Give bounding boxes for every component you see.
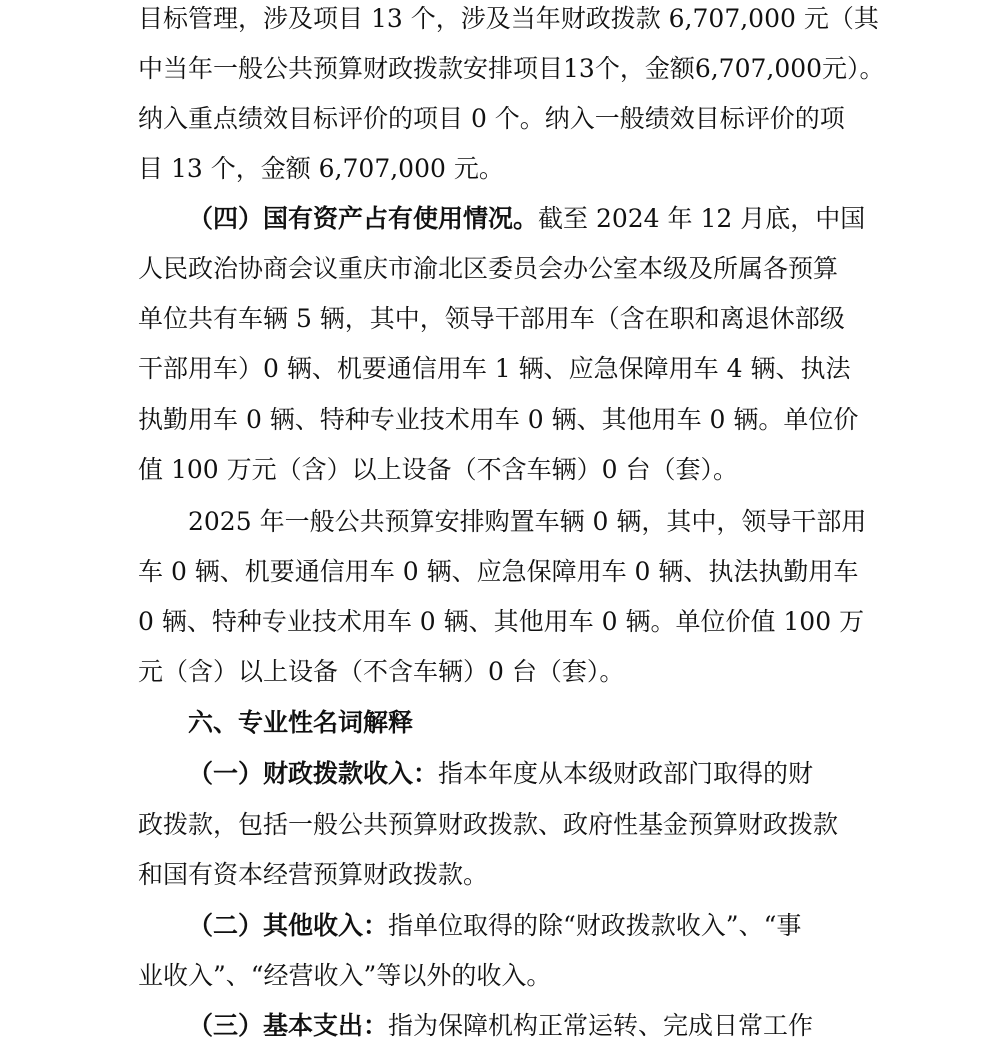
text-line: 车 0 辆、机要通信用车 0 辆、应急保障用车 0 辆、执法执勤用车 [138, 557, 859, 586]
text-line: 目标管理，涉及项目 13 个，涉及当年财政拨款 6,707,000 元（其 [138, 4, 879, 33]
text-line: 政拨款，包括一般公共预算财政拨款、政府性基金预算财政拨款 [138, 810, 839, 839]
text-span: 指单位取得的除“财政拨款收入”、“事 [388, 911, 802, 940]
text-line: 业收入”、“经营收入”等以外的收入。 [138, 961, 552, 990]
text-line: 人民政治协商会议重庆市渝北区委员会办公室本级及所属各预算 [138, 254, 839, 283]
text-line: 2025 年一般公共预算安排购置车辆 0 辆，其中，领导干部用 [188, 507, 867, 536]
text-line: 元（含）以上设备（不含车辆）0 台（套）。 [138, 657, 625, 686]
term-label: （一）财政拨款收入： [188, 759, 439, 788]
section-heading: （四）国有资产占有使用情况。 [188, 204, 539, 233]
text-line: 干部用车）0 辆、机要通信用车 1 辆、应急保障用车 4 辆、执法 [138, 354, 851, 383]
text-line: 单位共有车辆 5 辆，其中，领导干部用车（含在职和离退休部级 [138, 304, 845, 333]
term-label: （二）其他收入： [188, 911, 389, 940]
text-line: 值 100 万元（含）以上设备（不含车辆）0 台（套）。 [138, 455, 738, 484]
text-line [188, 757, 813, 791]
term-label: （三）基本支出： [188, 1011, 389, 1040]
text-line: 执勤用车 0 辆、特种专业技术用车 0 辆、其他用车 0 辆。单位价 [138, 405, 859, 434]
text-line: 和国有资本经营预算财政拨款。 [138, 860, 489, 889]
text-line: 0 辆、特种专业技术用车 0 辆、其他用车 0 辆。单位价值 100 万 [138, 607, 865, 636]
text-line: 纳入重点绩效目标评价的项目 0 个。纳入一般绩效目标评价的项 [138, 104, 845, 133]
text-span: 指本年度从本级财政部门取得的财 [438, 759, 814, 788]
text-span: 指为保障机构正常运转、完成日常工作 [388, 1011, 814, 1040]
text-line [188, 202, 865, 236]
text-span: 截至 2024 年 12 月底，中国 [538, 204, 866, 233]
text-line: 目 13 个，金额 6,707,000 元。 [138, 154, 504, 183]
text-line [188, 1009, 813, 1043]
text-line [188, 909, 801, 943]
text-line: 中当年一般公共预算财政拨款安排项目13个，金额6,707,000元）。 [138, 54, 885, 83]
section-title: 六、专业性名词解释 [188, 708, 414, 737]
